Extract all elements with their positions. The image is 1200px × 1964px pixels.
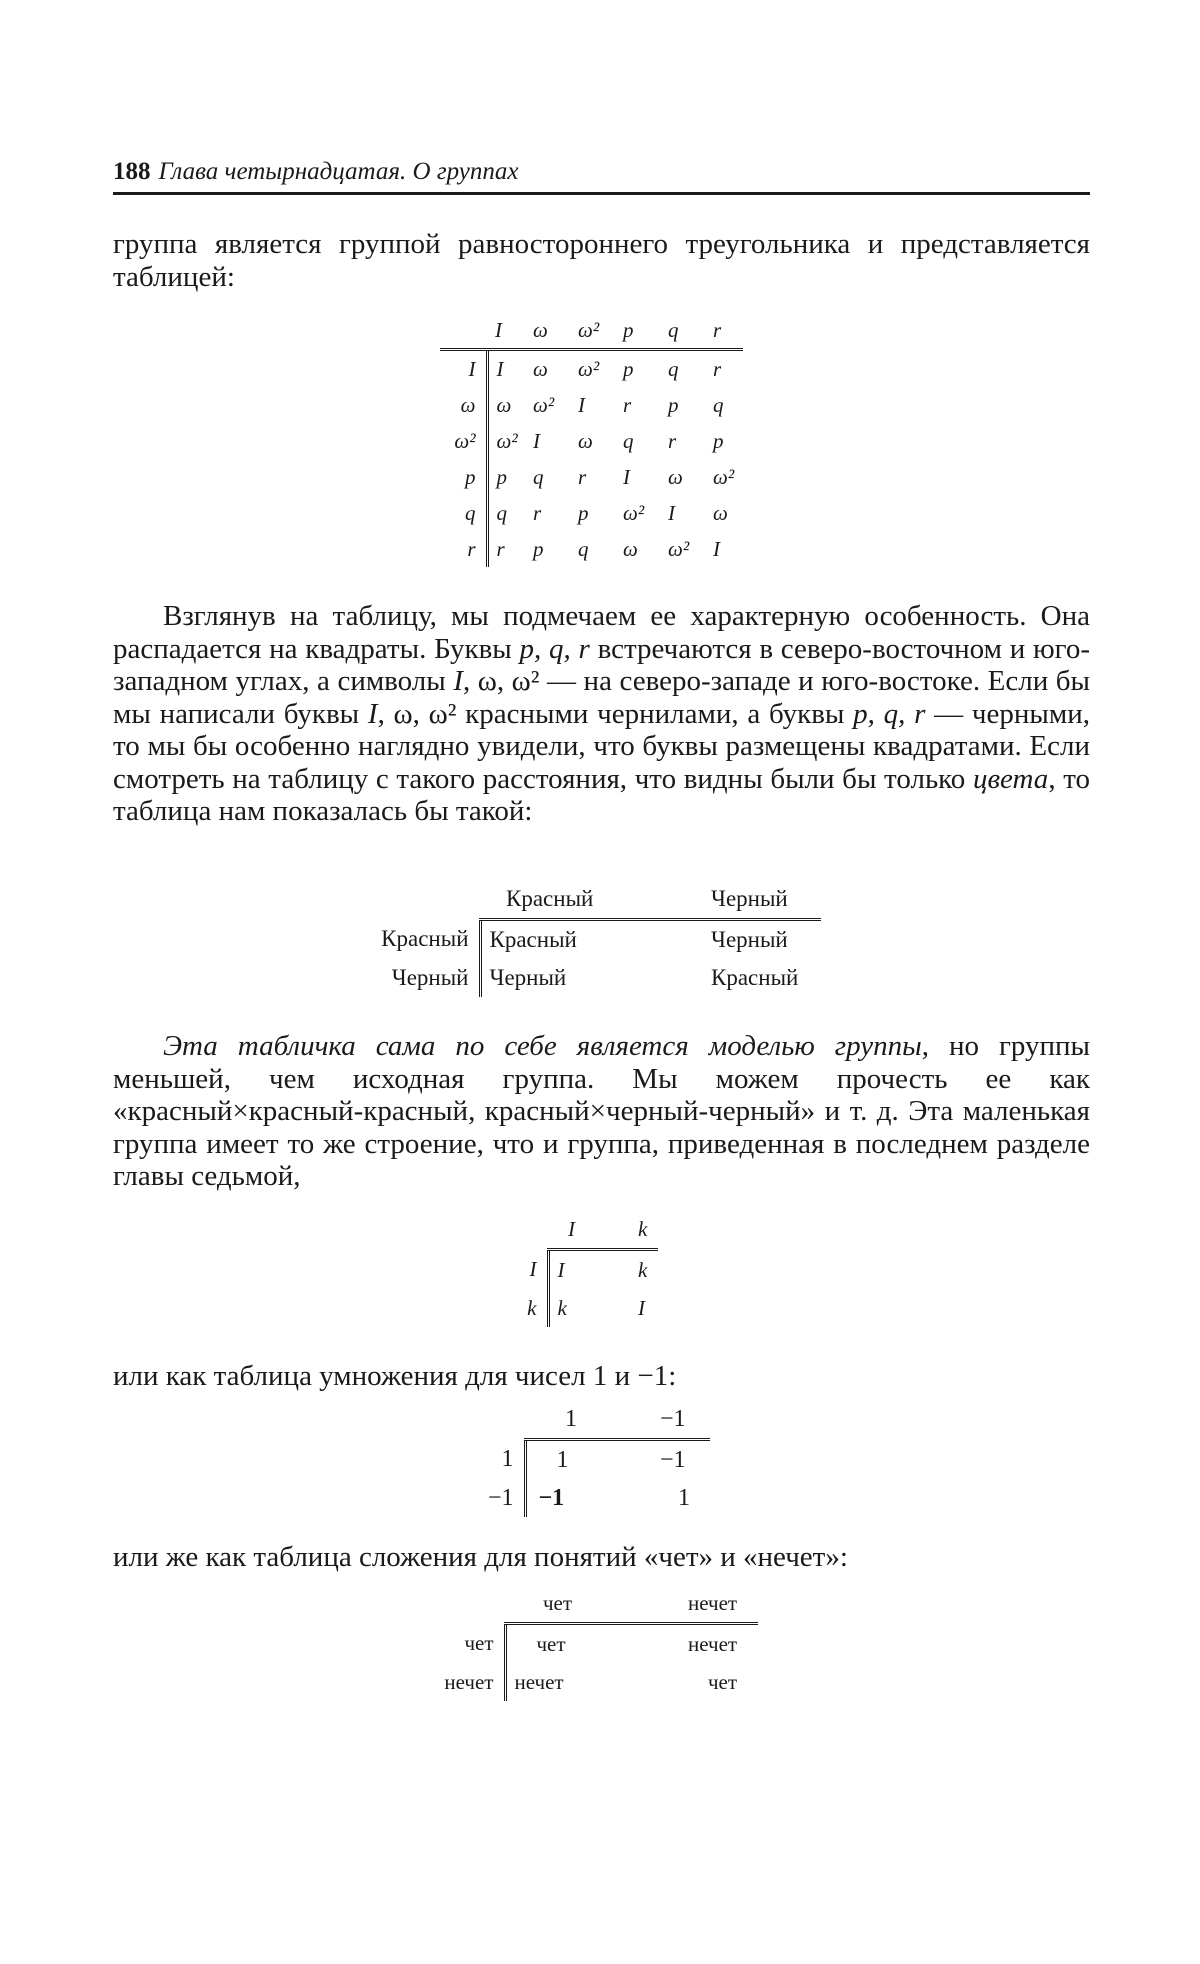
table-cell: Красный [711,965,799,990]
row-label: Красный [381,926,469,952]
table-row [518,1250,658,1290]
table-cell: q [713,392,724,417]
table-header-row [470,1400,710,1440]
table-row [440,350,743,388]
table-cell: k [638,1257,648,1282]
table-cell: I [638,1295,645,1320]
table-cell: I [578,392,585,417]
table-header-cell: Черный [711,880,821,920]
paragraph-multiplication: или как таблица умножения для чисел 1 и −1: [113,1360,677,1392]
row-label: 1 [501,1445,514,1472]
row-label: ω [460,392,476,417]
row-label: I [529,1256,537,1281]
table-header-cell: ω² [578,312,623,350]
row-label: чет [464,1630,494,1655]
table-cell: k [548,1289,638,1327]
row-label: −1 [487,1484,514,1511]
table-cell: −1 [660,1446,686,1473]
math-run: I [453,665,463,697]
table-cell: I [533,428,540,453]
table-cell: I [713,536,720,561]
table-header-cell: p [623,312,668,350]
table-cell: 1 [678,1484,690,1511]
table-row [440,423,743,459]
table-header-cell: I [548,1210,638,1250]
row-label: p [465,464,476,489]
table-cell: Черный [711,927,788,952]
row-label: r [467,536,476,561]
paragraph-model [113,1030,1090,1193]
emphasis-run: Эта табличка сама по себе является моделью группы [163,1030,922,1062]
text-run: Взглянув на таблицу, мы подмечаем ее характерную особенность. Она распадается на квадраты. Буквы [113,600,1090,665]
table-cell: q [533,464,544,489]
emphasis-run: цвета [972,762,1049,795]
table-header-cell: k [638,1210,658,1250]
row-label: k [527,1295,537,1320]
row-label: нечет [444,1669,494,1694]
row-label: Черный [391,965,469,990]
table-cell: I [487,350,533,388]
text-run: , ω, ω² красными чернилами, а буквы [377,697,854,730]
group-table-s3 [440,312,743,567]
table-cell: r [668,428,677,453]
table-cell: p [578,500,589,525]
table-header-cell: ω [533,312,578,350]
chapter-title: Глава четырнадцатая. О группах [158,158,519,185]
table-cell: ω [623,536,638,561]
header-rule [113,192,1090,195]
table-cell: ω [713,500,728,525]
table-cell: r [487,531,533,567]
text-run: , но группы меньшей, чем исходная группа. Мы можем прочесть ее как «красный×красный-красный, красный×черный-черный» и т. д. Эта маленькая группа имеет то же строение, что и группа, приведенная в последнем разделе главы седьмой, [113,1030,1091,1192]
table-header-cell: −1 [660,1400,710,1440]
table-cell: r [623,392,632,417]
table-cell: ω² [713,464,735,489]
table-cell: Черный [480,959,711,997]
text-run: , то таблица нам показалась бы такой: [113,762,1090,827]
table-row [470,1440,710,1480]
table-cell: p [533,536,544,561]
table-cell: r [578,464,587,489]
table-cell: ω [578,428,593,453]
text-run: встречаются в северо-восточном и юго-западном углах, а символы [113,632,1090,697]
paragraph-observation [113,600,1090,828]
table-row [470,1479,710,1517]
table-cell: r [533,500,542,525]
table-cell: p [713,428,724,453]
table-cell: −1 [525,1479,660,1517]
row-label: ω² [454,428,476,453]
table-cell: q [668,356,679,381]
paragraph-intro: группа является группой равностороннего треугольника и представляется таблицей: [113,228,1090,293]
table-cell: нечет [505,1663,688,1701]
table-cell: ω² [487,423,533,459]
table-cell: I [668,500,675,525]
table-cell: ω [668,464,683,489]
table-header-cell: Красный [480,880,711,920]
table-header-row [440,312,743,350]
table-cell: 1 [525,1440,660,1480]
table-header-row [425,1584,758,1624]
table-cell: Красный [480,920,711,960]
table-header-cell: q [668,312,713,350]
table-cell: чет [505,1624,688,1664]
table-row [440,531,743,567]
table-row [375,959,821,997]
table-cell: ω [487,387,533,423]
row-label: I [468,356,476,381]
table-cell: I [623,464,630,489]
text-run: , ω, ω² — на северо-западе и юго-востоке. Если бы мы написали буквы [113,665,1090,730]
table-header-row [375,880,821,920]
table-row [375,920,821,960]
table-cell: ω² [623,500,645,525]
table-cell: p [668,392,679,417]
table-cell: q [623,428,634,453]
table-cell: ω² [533,392,555,417]
table-cell: нечет [688,1631,738,1656]
table-header-cell: I [487,312,533,350]
row-label: q [465,500,476,525]
math-run: p, q, r [853,697,926,730]
color-table [375,880,821,997]
table-row [425,1663,758,1701]
table-cell: чет [708,1669,738,1694]
table-header-row [518,1210,658,1250]
multiplication-table [470,1400,710,1517]
table-cell: ω [533,356,548,381]
table-cell: q [578,536,589,561]
table-cell: I [548,1250,638,1290]
table-cell: p [623,356,634,381]
math-run: I [367,697,378,730]
math-run: p, q, r [519,632,590,665]
table-cell: ω² [578,356,600,381]
paragraph-addition: или же как таблица сложения для понятий «чет» и «нечет»: [113,1541,848,1573]
text-run: — черными, то мы бы особенно наглядно увидели, что буквы размещены квадратами. Если смотреть на таблицу с такого расстояния, что видны были бы только [113,697,1090,795]
page-number: 188 [113,158,151,185]
running-header [113,155,1090,189]
table-row [440,495,743,531]
group-table-ik [518,1210,658,1327]
table-cell: q [487,495,533,531]
table-cell: ω² [668,536,690,561]
table-row [425,1624,758,1664]
table-header-cell: чет [505,1584,688,1624]
table-cell: p [487,459,533,495]
table-header-cell: нечет [688,1584,758,1624]
table-cell: r [713,356,722,381]
table-row [440,387,743,423]
parity-table [425,1584,758,1701]
table-header-cell: r [713,312,743,350]
table-row [518,1289,658,1327]
table-header-cell: 1 [525,1400,660,1440]
table-row [440,459,743,495]
